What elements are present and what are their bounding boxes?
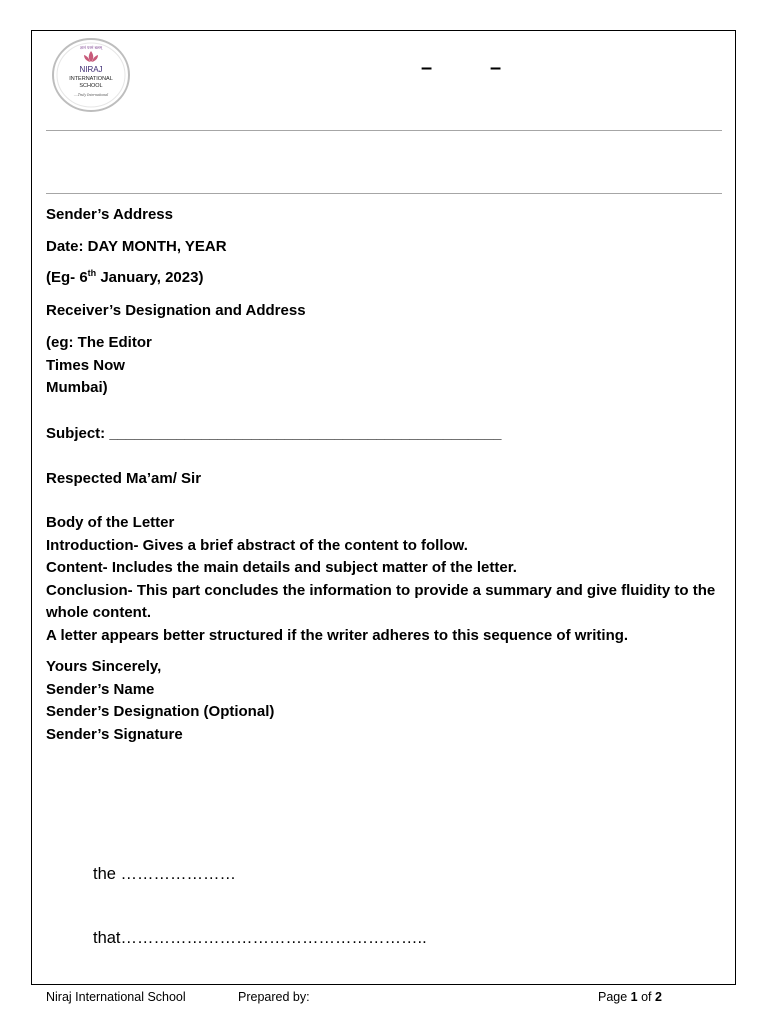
closing-line: Yours Sincerely, [46,658,162,675]
logo-tagline: ....Truly International [73,92,109,97]
header-divider-top [46,130,722,131]
logo-line2: INTERNATIONAL [69,76,113,82]
subject-line: Subject: _______________________________________________ [46,425,502,442]
senders-address: Sender’s Address [46,206,173,223]
body-line: Body of the Letter [46,514,175,531]
closing-block [46,656,274,746]
logo-line3: SCHOOL [79,83,103,89]
footer-page-number: Page 1 of 2 [598,990,662,1004]
closing-line: Sender’s Designation (Optional) [46,703,275,720]
date-example: (Eg- 6th January, 2023) [46,268,204,286]
body-line: Introduction- Gives a brief abstract of the content to follow. [46,536,468,554]
logo-arc-text: ज्ञानं परमं बलम् [79,45,103,50]
body-line: A letter appears better structured if the writer adheres to this sequence of writing. [46,626,629,644]
body-line: Conclusion- This part concludes the information to provide a summary and give fluidity to the whole content. [46,581,716,621]
receiver-example-block [46,332,152,400]
receiver-example-line: (eg: The Editor [46,334,152,351]
date-line: Date: DAY MONTH, YEAR [46,238,227,255]
page-border [31,30,736,985]
closing-line: Sender’s Signature [46,725,183,743]
logo-name: NIRAJ [79,65,103,74]
header-dash-2: – [490,57,502,79]
closing-line: Sender’s Name [46,680,155,698]
fill-line-2: that……………………………………………….. [93,929,427,947]
receiver-example-line: Times Now [46,356,125,374]
receiver-example-line: Mumbai) [46,379,108,396]
salutation: Respected Ma’am/ Sir [46,470,202,487]
fill-line-1: the ………………… [93,865,237,883]
header-divider-bottom [46,193,722,194]
letter-body [46,512,722,647]
footer-school: Niraj International School [46,990,186,1004]
receiver-designation: Receiver’s Designation and Address [46,302,306,319]
footer-prepared-by: Prepared by: [238,990,310,1004]
header-dash-1: – [421,57,433,79]
body-line: Content- Includes the main details and subject matter of the letter. [46,559,517,576]
school-logo [51,37,131,113]
